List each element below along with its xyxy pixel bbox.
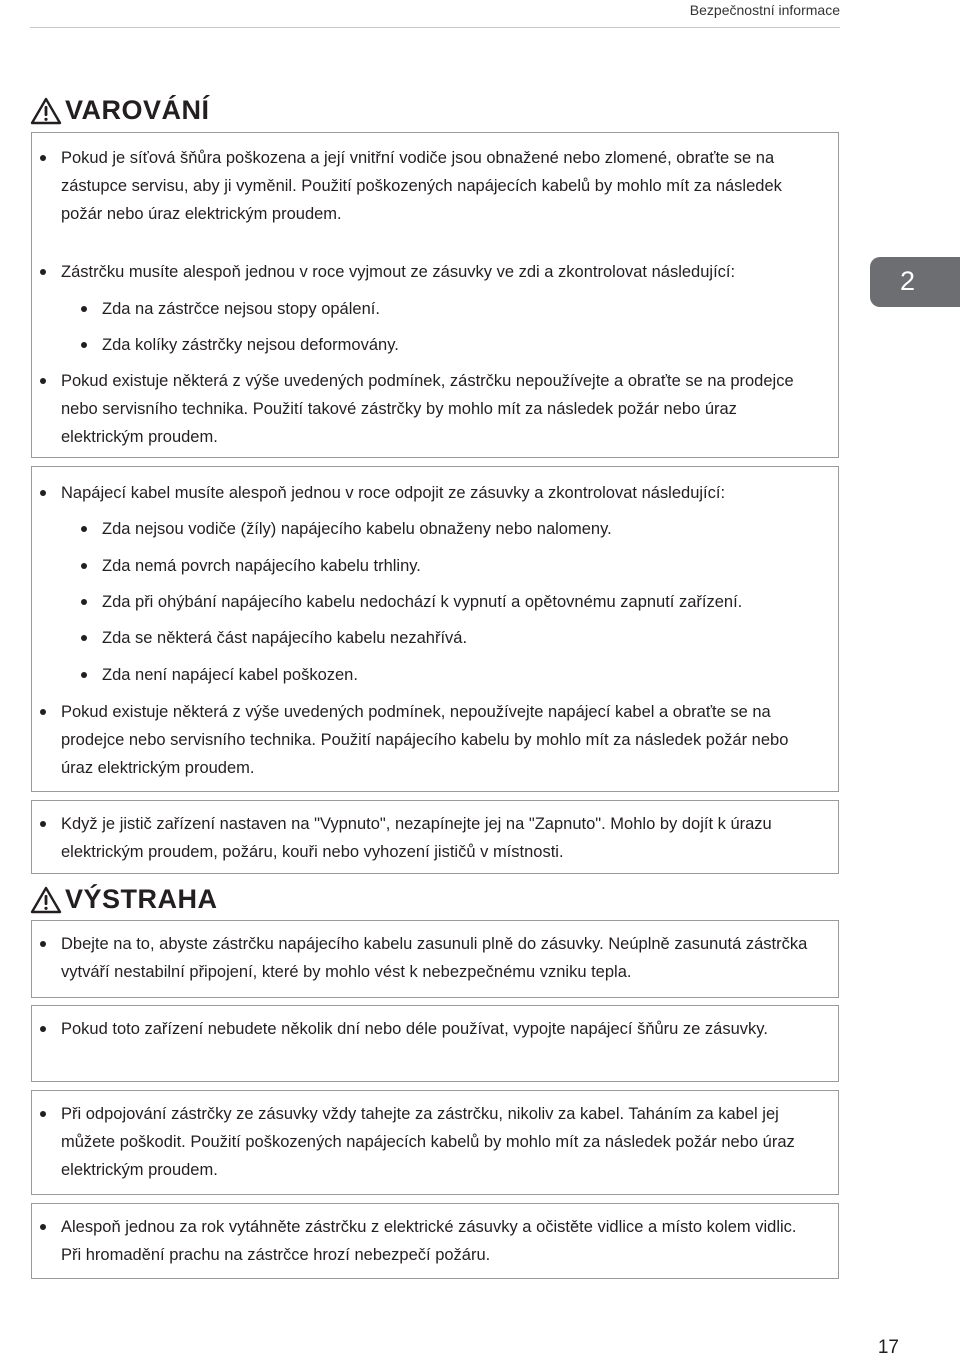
sub-list-item: Zda nemá povrch napájecího kabelu trhliny. [102, 552, 822, 580]
section-title: Bezpečnostní informace [689, 2, 840, 18]
chapter-number: 2 [900, 266, 916, 296]
list-item: Při odpojování zástrčky ze zásuvky vždy tahejte za zástrčku, nikoliv za kabel. Taháním za kabel jej můžete poškodit. Použití poškozených napájecích kabelů by mohlo mít za následek požár nebo úraz elektrickým proudem. [61, 1100, 821, 1184]
page-number: 17 [877, 1337, 899, 1358]
warning-triangle-icon [30, 97, 62, 125]
sub-list-item: Zda není napájecí kabel poškozen. [102, 661, 822, 689]
caution-title: VÝSTRAHA [65, 884, 218, 914]
warning-box-plug [31, 132, 839, 458]
list-item: Pokud je síťová šňůra poškozena a její vnitřní vodiče jsou obnažené nebo zlomené, obraťte se na zástupce servisu, aby ji vyměnil. Použití poškozených napájecích kabelů by mohlo mít za následek požár nebo úraz elektrickým proudem. [61, 144, 821, 228]
chapter-tab [870, 257, 960, 307]
caution-box-insert [31, 920, 839, 998]
sub-list-item: Zda při ohýbání napájecího kabelu nedochází k vypnutí a opětovnému zapnutí zařízení. [102, 588, 822, 616]
page-header [30, 0, 840, 28]
caution-box-dust [31, 1203, 839, 1279]
list-item: Pokud toto zařízení nebudete několik dní nebo déle používat, vypojte napájecí šňůru ze zásuvky. [61, 1015, 821, 1043]
sub-list-item: Zda se některá část napájecího kabelu nezahřívá. [102, 624, 822, 652]
caution-heading [30, 884, 218, 915]
warning-box-breaker [31, 800, 839, 874]
list-item: Napájecí kabel musíte alespoň jednou v roce odpojit ze zásuvky a zkontrolovat následující: [61, 479, 821, 507]
warning-title: VAROVÁNÍ [65, 95, 210, 125]
list-item: Alespoň jednou za rok vytáhněte zástrčku z elektrické zásuvky a očistěte vidlice a místo kolem vidlic. Při hromadění prachu na zástrčce hrozí nebezpečí požáru. [61, 1213, 821, 1269]
sub-list-item: Zda na zástrčce nejsou stopy opálení. [102, 295, 822, 323]
list-item: Dbejte na to, abyste zástrčku napájecího kabelu zasunuli plně do zásuvky. Neúplně zasunutá zástrčka vytváří nestabilní připojení, které by mohlo vést k nebezpečnému vzniku tepla. [61, 930, 821, 986]
warning-triangle-icon [30, 886, 62, 914]
sub-list-item: Zda kolíky zástrčky nejsou deformovány. [102, 331, 822, 359]
caution-box-unplug [31, 1005, 839, 1082]
warning-heading [30, 95, 210, 126]
list-item: Pokud existuje některá z výše uvedených podmínek, zástrčku nepoužívejte a obraťte se na prodejce nebo servisního technika. Použití takové zástrčky by mohlo mít za následek požár nebo úraz elektrickým proudem. [61, 367, 821, 451]
warning-box-cable [31, 466, 839, 792]
list-item: Zástrčku musíte alespoň jednou v roce vyjmout ze zásuvky ve zdi a zkontrolovat následující: [61, 258, 821, 286]
caution-box-pull [31, 1090, 839, 1195]
sub-list-item: Zda nejsou vodiče (žíly) napájecího kabelu obnaženy nebo nalomeny. [102, 515, 822, 543]
list-item: Když je jistič zařízení nastaven na "Vypnuto", nezapínejte jej na "Zapnuto". Mohlo by dojít k úrazu elektrickým proudem, požáru, kouři nebo vyhození jističů v místnosti. [61, 810, 821, 866]
list-item: Pokud existuje některá z výše uvedených podmínek, nepoužívejte napájecí kabel a obraťte se na prodejce nebo servisního technika. Použití napájecího kabelu by mohlo mít za následek požár nebo úraz elektrickým proudem. [61, 698, 821, 782]
